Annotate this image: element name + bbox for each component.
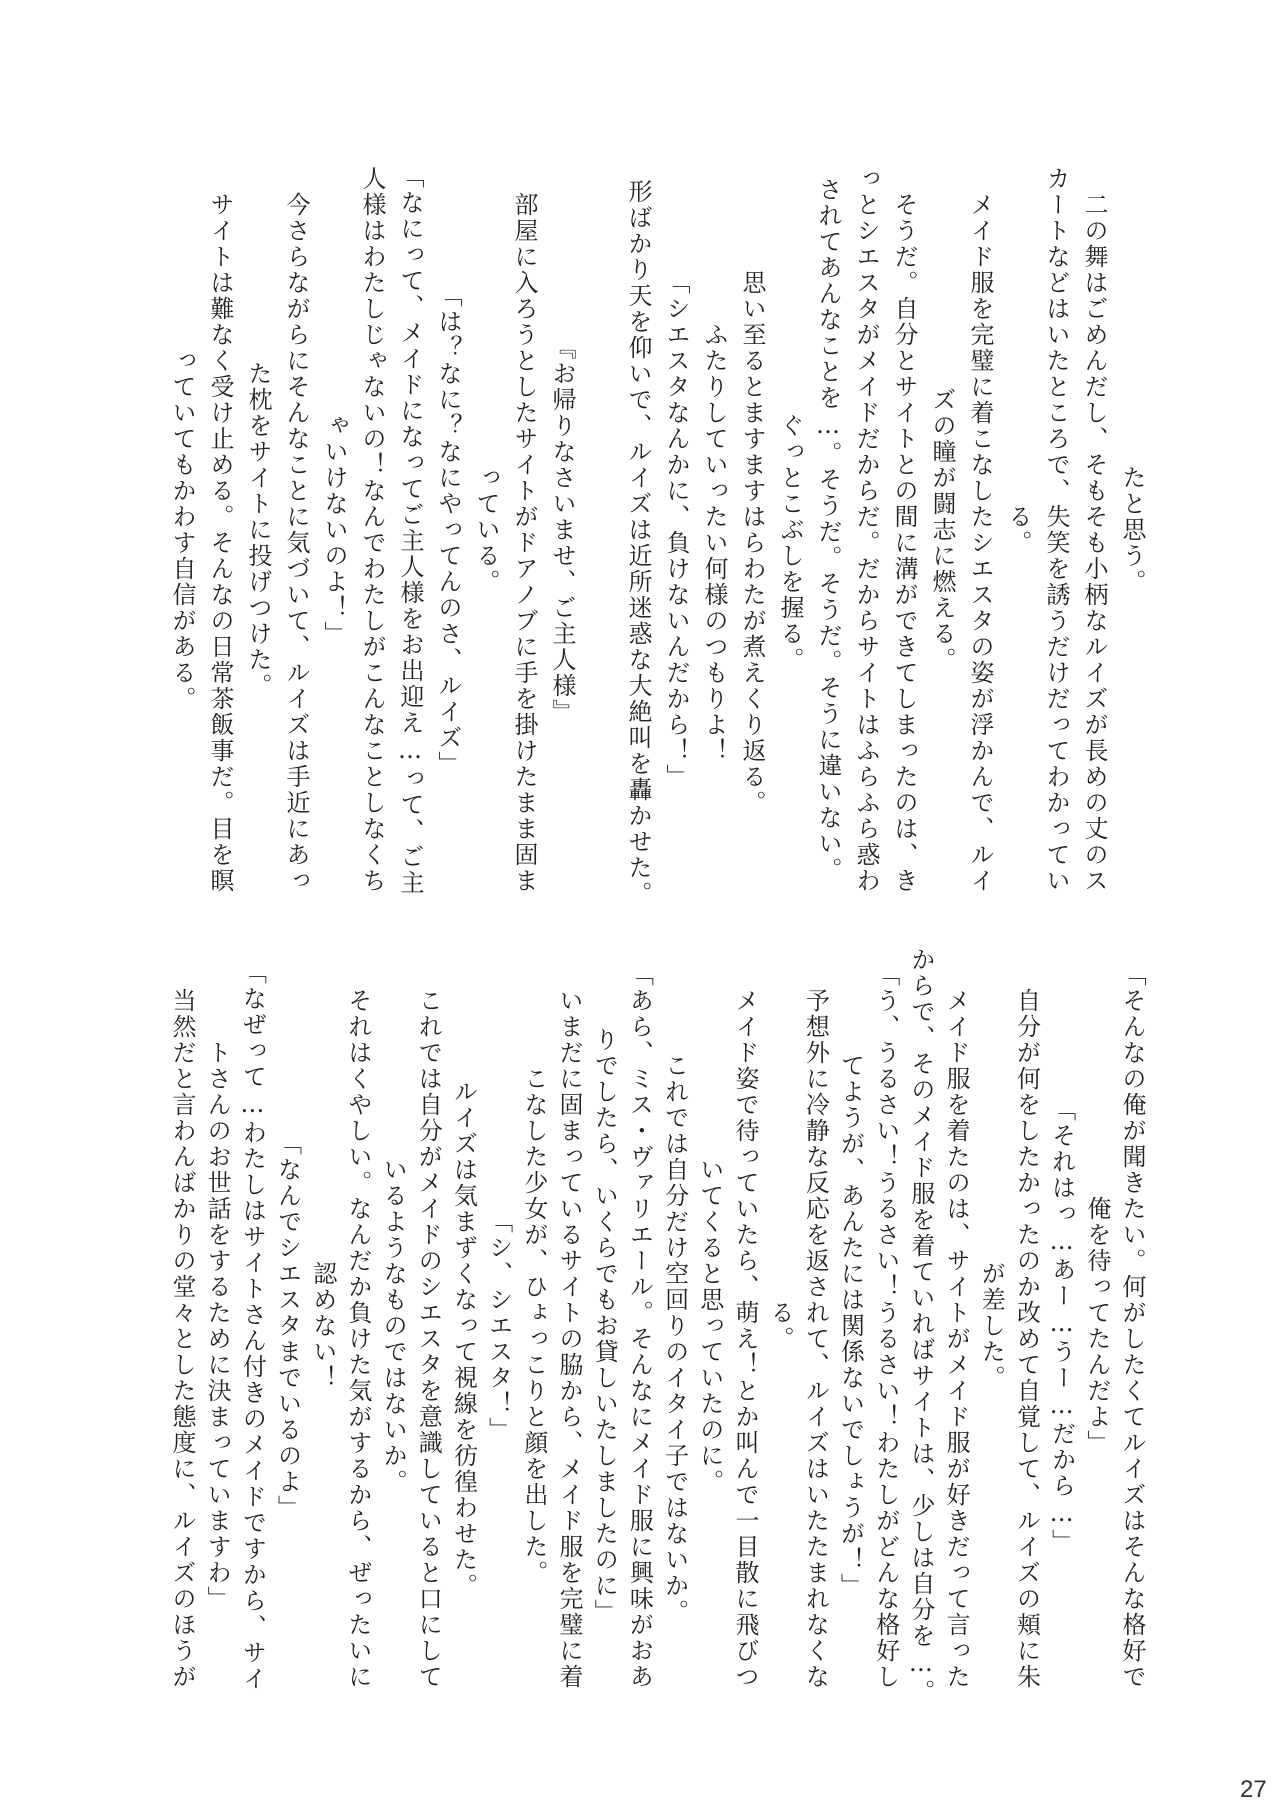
text-column: 二の舞はごめんだし、そもそも小柄なルイズが長めの丈のス — [1080, 166, 1108, 894]
text-column: からで、そのメイド服を着ていればサイトは、少しは自分を…。 — [906, 947, 935, 1705]
text-column: っとシエスタがメイドだからだ。だからサイトはふらふら惑わ — [852, 166, 880, 894]
text-column: 部屋に入ろうとしたサイトがドアノブに手を掛けたまま固ま — [510, 166, 538, 894]
text-column: 「あら、ミス・ヴァリエール。そんなにメイド服に興味がおあ — [625, 962, 654, 1690]
text-column: ゃいけないのよ！」 — [320, 413, 348, 647]
text-column: そうだ。自分とサイトとの間に溝ができてしまったのは、き — [890, 166, 918, 894]
text-column: 「そんなの俺が聞きたい。何がしたくてルイズはそんな格好で — [1118, 962, 1146, 1690]
text-column: メイド服を着たのは、サイトがメイド服が好きだって言った — [942, 962, 971, 1690]
text-column: 認めない！ — [308, 1261, 337, 1391]
text-column: いてくると思っていたのに。 — [695, 1157, 724, 1495]
text-column: これでは自分だけ空回りのイタイ子ではないか。 — [660, 1027, 689, 1625]
text-column: いるようなものではないか。 — [379, 1157, 408, 1495]
text-column: っている。 — [472, 465, 500, 595]
text-column: されてあんなことを…。そうだ。そうだ。そうに違いない。 — [814, 177, 842, 883]
text-column: ぐっとこぶしを握る。 — [776, 387, 804, 673]
page-number: 27 — [1240, 1776, 1267, 1803]
text-column: 俺を待ってたんだよ」 — [1082, 1196, 1111, 1456]
text-column: 人様はわたしじゃないの！なんでわたしがこんなことしなくち — [358, 166, 386, 894]
text-column: りでしたら、いくらでもお貸しいたしましたのに」 — [590, 1027, 619, 1625]
text-column: たと思う。 — [1118, 465, 1146, 595]
text-column: 「なぜって…わたしはサイトさん付きのメイドですから、サイ — [238, 960, 267, 1692]
text-column: が差した。 — [977, 1261, 1006, 1391]
text-column: てようが、あんたには関係ないでしょうが！」 — [836, 1053, 865, 1599]
text-column: ふたりしていったい何様のつもりよ！ — [700, 296, 728, 764]
text-block-top — [156, 153, 1146, 907]
text-column: 形ばかり天を仰いで、ルイズは近所迷惑な大絶叫を轟かせた。 — [624, 153, 652, 907]
text-column: 予想外に冷静な反応を返されて、ルイズはいたたまれなくな — [801, 962, 830, 1690]
text-column: 「なんでシエスタまでいるのよ」 — [273, 1131, 302, 1521]
text-column: ルイズは気まずくなって視線を彷徨わせた。 — [449, 1053, 478, 1599]
text-column: トさんのお世話をするために決まっていますわ」 — [203, 1040, 232, 1612]
text-column: それはくやしい。なんだか負けた気がするから、ぜったいに — [343, 962, 372, 1690]
text-block-bottom — [159, 947, 1146, 1705]
text-column: 「シ、シエスタ！」 — [484, 1209, 513, 1443]
text-column: メイド姿で待っていたら、萌え！とか叫んで一目散に飛びつ — [730, 962, 759, 1690]
text-column: こなした少女が、ひょっこりと顔を出した。 — [519, 1066, 548, 1586]
text-column: る。 — [766, 1300, 795, 1352]
text-column: る。 — [1004, 504, 1032, 556]
text-column: サイトは難なく受け止める。そんなの日常茶飯事だ。目を瞑 — [206, 166, 234, 894]
text-column: 「う、うるさい！うるさい！うるさい！わたしがどんな格好し — [871, 962, 900, 1690]
text-column: これでは自分がメイドのシエスタを意識していると口にして — [414, 962, 443, 1690]
text-column: っていてもかわす自信がある。 — [168, 348, 196, 712]
text-column: 今さらながらにそんなことに気づいて、ルイズは手近にあっ — [282, 166, 310, 894]
text-column: メイド服を完璧に着こなしたシエスタの姿が浮かんで、ルイ — [966, 166, 994, 894]
text-column: 「シエスタなんかに、負けないんだから！」 — [662, 270, 690, 790]
text-column: いまだに固まっているサイトの脇から、メイド服を完璧に着 — [555, 962, 583, 1690]
text-column: 「それはっ…あー…うー…だから…」 — [1047, 1097, 1076, 1555]
text-column: 「は？なに？なにやってんのさ、ルイズ」 — [434, 283, 462, 777]
text-column: 当然だと言わんばかりの堂々とした態度に、ルイズのほうが — [167, 962, 196, 1690]
text-column: 『お帰りなさいませ、ご主人様』 — [548, 335, 576, 725]
text-column: 「なにって、メイドになってご主人様をお出迎え…って、ご主 — [396, 164, 424, 896]
text-column — [574, 160, 612, 900]
text-column: た枕をサイトに投げつけた。 — [244, 361, 272, 699]
text-column: 思い至るとますますはらわたが煮えくり返る。 — [738, 244, 766, 816]
text-column: カートなどはいたところで、失笑を誘うだけだってわかってい — [1042, 166, 1070, 894]
text-column: 自分が何をしたかったのか改めて自覚して、ルイズの頬に朱 — [1012, 962, 1041, 1690]
text-column: ズの瞳が闘志に燃える。 — [928, 387, 956, 673]
